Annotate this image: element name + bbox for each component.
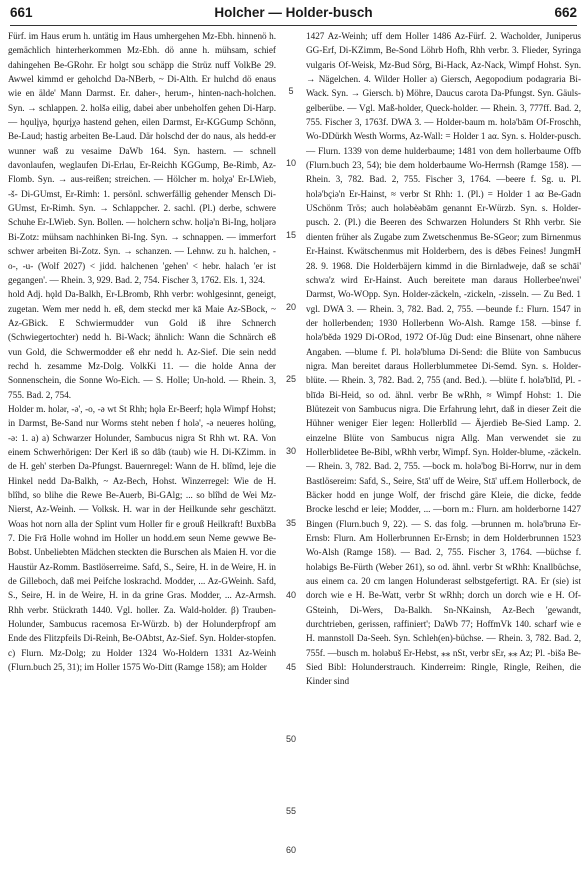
line-number: 50 xyxy=(285,734,296,744)
line-number: 25 xyxy=(285,374,296,384)
entry-holder-compounds: 1427 Az-Weinh; uff dem Holler 1486 Az-Fürf. 2. Wacholder, Juniperus GG-Erf, Di-KZimm, Be-Sond Löhrb Hofh, Rhh verbr. 3. Flieder, Syringa vulgaris Of-Weisk, Mz-Bud Sörg, Bi-Hack, Az-Nack, Wimpf Hohst. Syn. → Nägelchen. 4. Wilder Holler a) Giersch, Aegopodium podagraria Bi-Wack. Syn. → Giersch. b) Möhre, Daucus carota Da-Pfungst. Syn. Gäuls-gelberübe. — Vgl. Maß-holder, Queck-holder. — Rhein. 3, 777ff. Bad. 2, 755. Fischer 3, 1763f. DWA 3. — Holder-baum m. holə'bām Of-Froschh, Wo-DDürkh Westh Worms, Az-Wall: = Holder 1 aα. Syn. s. Holder-pusch. — Flurn. 1339 von deme hulderbaume; 1481 von dem hollerbaume Offb (Flurn.buch 23, 54); bie dem holderbaume Wo-Herrnsh (Ramge 158). — Rhein. 3, 782. Bad. 2, 755. Fischer 3, 1764. —beere f. Sg. u. Pl. holə'bçiə'n Er-Hainst, ≈ verbr St Rhh: 1. (Pl.) = Holder 1 aα Be-Gadn USchönm Trös; auch holəbèəbām genannt Er-Würzb. Syn. s. Holder-pusch. 2. (Pl.) die Beeren des Schwarzen Holunders St Rhh verbr. Sie dienten früher als Zugabe zum Zwetschenmus Be-SGeor; zum Birnenmus Er-Hainst. Kwätschenmus mit Holderbern, des is dēbes Feines! JungmH 28. 9. 1968. Die Holderbäjern kimmd in die Birnladweje, daß se schāi' schwa'z wird Er-Hainst. Auch bereitete man daraus Hollerbee'nwei' Darmst, Wo-WOpp. Syn. Holder-zäckeln, -zickeln, -zisseln. — Zu Bed. 1 vgl. DWA 3. — Rhein. 3, 782. Bad. 2, 755. —beunde f.: Flurn. 1547 in der hollerbenden; 1930 Hollerbenn Wo-Alsh. Ramge 158. —binse f. holə'bĕdə 1929 Di-ORod, 1972 Of-Jüg Dud: eine Binsenart, ohne nähere Angaben. —blume f. Pl. holə'blumə Di-Send: die Blüte von Sambucus nigra. Man bereitet daraus Hollerblummetee Di-Semd. Syn. s. Holder-blüte. — Rhein. 3, 782. Bad. 2, 755 (and. Bed.). —blüte f. holə'blīd, Pl. -blīdə Bi-Heid, so od. ähnl. verbr Be wRhh, ≈ Wimpf Hohst: 1. Die Blütezeit von Sambucus nigra. Die Erfahrung lehrt, daß in dieser Zeit die Hühner weniger Eier legen: Hollerblîd — Äjerdieb Be-Sied Lamp. 2. einzelne Blüte von Sambucus nigra Allg. Man verwendet sie zu Hollerblidetee Be-Bibl, wRhh verbr, Wimpf. Syn. Holder-blume, -zäckeln. — Rhein. 3, 782. Bad. 2, 755. —bock m. holə'bog Bi-Horrw, nur in dem Bastlösereim: Safd, S., Seire, Stā' uff de Weire, Stā' uff.em Hollerbock, de Bäcker hodd en junge Wolf, der frischd gäre Kleie, die dicke, fedde Brocke leschd er leie; Modder, ... —born m.: Flurn. am holderborne 1427 Bingen (Flurn.buch 9, 22). — S. das folg. —brunnen m. holə'brunə Er-Ernsb: Flurn. Am Hollerbrunnen Er-Ernsb; in dem Holderbrunnen 1523 Wo-Alsh (Ramge 158). — Bad. 2, 755. Fischer 3, 1764. —büchse f. holəbigs Be-Fürth (Weber 261), so od. ähnl. verbr St wRhh: Knallbüchse, aus einem ca. 20 cm langen Holunderast selbstgefertigt. RA. Er (sie) ist dorch wie e H. Be-Watt, verbr St wRhh; dorch un dorch wie e H. Of-GSteinh, Di-Wers, Da-Balkh. Sn-NKainsh, Az-Bech 'gewandt, durchtrieben, gerissen, raffiniert'; DaWb 77; HoffmVk 140. scharf wie e H. mannstoll Da-Seeh. Syn. Schleh(en)-büchse. — Rhein. 3, 782. Bad. 2, 755f. —busch m. holəbuš Er-Hebst, ⁎⁎ nSt, verbr sEr, ⁎⁎ Az; Pl. -bišə Be-Sied Bibl: Holunderstrauch. Kinderreim: Ringle, Ringle, Reihen, die Kinder sind xyxy=(306,31,581,687)
entry-holder: Holder m. holər, -ə', -o, -ə wt St Rhh; hǫlə Er-Beerf; hǫlə Wimpf Hohst; in Darmst, Be-Sand nur Worms steht neben f holə', -ə neueres holüng, -ə: 1. a) a) Schwarzer Holunder, Sambucus nigra St Rhh wt. RA. Von einem Schwerhörigen: Der Kerl iß so dâb (taub) wie H. Di-KZimm. in de H. geh' sterben Da-Pfungst. Bauernregel: Wann de H. blîmd, leje die Hinkel nedd Da-Balkh, ~ Az-Bech, Hohst. Winzerregel: Wie de H. blîhd, so blihe die Rewe Be-Auerb, Bi-GAlg; ... so blîhd de Wei Mz-Nierst, Az-Weinh. — Volksk. H. war in der Heilkunde sehr geschätzt. Woas hot norn alla der Splint vum Holler fir e grouß Heilkraft! BuxbBa 7. Die Frā Holle wohnd im Holler un hodd.em seun Neme gewwe Be-Bobst. Unbeliebten Mädchen steckten die Burschen als Maien H. vor die Haustür Az-Romm. Bastlöserreime. Safd, S., Seire, H. in de Weire, H. in de Gilleboch, daß mei Peifche loskrachd. Modder, ... Az-GWeinh. Safd, S., Seire, H. in de Weire, H. in da grine Gras. Modder, ... Az-Armsh. Rhh verbr. Stückrath 1440. Vgl. holler. Za. Wald-holder. β) Trauben-Holunder, Sambucus racemosa Er-Würzb. b) der Holunderpfropf am Ende des Flitzpfeils Di-Reinh, Be-OAbtst, Az-Sief. Syn. Holder-stopfen. c) Flurn. Mz-Dolg; zu Holder 1324 Wo-Holdern 1331 Az-Weinh (Flurn.buch 25, 31); im Holler 1575 Wo-Ditt (Ramge 158); am Holder xyxy=(8,403,276,673)
page-number-right: 662 xyxy=(554,5,577,20)
line-number: 55 xyxy=(285,806,296,816)
line-number: 10 xyxy=(285,158,296,168)
running-header xyxy=(10,5,577,26)
line-number: 40 xyxy=(285,590,296,600)
line-number: 60 xyxy=(285,845,296,855)
line-number: 5 xyxy=(288,86,294,96)
entry-holcher: Fürf. im Haus erum h. untätig im Haus umhergehen Mz-Ebh. hinnenö h. gemächlich hinterherkommen Mz-Ebh. dö anne h. mühsam, schief dahingehen Be-GRohr. Er holgt sou schäpp die Strüz nuff VolkBe 29. Awwel kimmd er geholchd Da-NBerb, ~ Di-Alth. Er hulchd dö enaus wie en älde' Mann Darmst. Er. daher-, herum-, hinten-nach-holchen. Syn. → schlappen. 2. holšə eilig, dabei aber unbeholfen gehen Di-Harp. — hǫulįγə, hǫurįχə hastend gehen, eilen Darmst, Er-KGGump Schönn, Be-Laud; hastig arbeiten Be-Laud. Där holschd der do naus, als hedd-er wunner waß zu vesaime DaWb 164. Syn. hastern. — schnell davonlaufen, weglaufen Di-Erlau, Er-Reichh KGGump, Be-Rimb, Az-Flomb. Syn. → aus-reißen; streichen. — Hölcher m. holχə' Er-LWieb, -š- Di-GUmst, Er-Rimh: 1. persönl. schwerfällig gehender Mensch Di-GUmst, Er-Rimh. Syn. → Schlappcher. 2. sachl. (Pl.) derbe, schwere Schuhe Er-LWieb. Syn. Bollen. — holchern schw. holįə'n Bi-Ing, holįərə Bi-Zotz: mühsam nachhinken Bi-Ing. Syn. → schnappen. — immerfort schwer arbeiten Bi-Zotz. Syn. → schanzen. — Lehnw. zu h. halchen, -o-, -u- (Wolf 2027) < jidd. halchenen 'gehen' < hebr. halach 'er ist gegangen'. — Rhein. 3, 929. Bad. 2, 754. Fischer 3, 1762. Els. 1, 324. xyxy=(8,31,276,285)
line-number: 45 xyxy=(285,662,296,672)
line-number: 20 xyxy=(285,302,296,312)
line-number: 15 xyxy=(285,230,296,240)
line-number-gutter xyxy=(278,29,304,863)
header-title: Holcher — Holder-busch xyxy=(214,5,373,20)
line-number: 35 xyxy=(285,518,296,528)
entry-hold: hold Adj. hǫld Da-Balkh, Er-LBromb, Rhh verbr: wohlgesinnt, geneigt, zugetan. Wem mer nedd h. eß, dem steckd mer kā Maie Az-SBock, ~ Az-GBick. E Schwiermudder vun Gold iß ihre Schnerch (Schwiegertochter) nedd h. Bi-Wack; ähnlich: Wann die Schnärch eß vun Gold, die Schwermodder eß ehr nedd h. Az-Sief. Die sein nedd rechd h. zesamme Mz-Dolg. VolkKi 11. — die holde Anna der Sonnenschein, die Sonne Wo-Eich. — S. Holle; Un-hold. — Rhein. 3, 755. Bad. 2, 754. xyxy=(8,289,276,400)
right-column xyxy=(306,29,581,863)
line-number: 30 xyxy=(285,446,296,456)
left-column xyxy=(8,29,276,863)
page-number-left: 661 xyxy=(10,5,33,20)
